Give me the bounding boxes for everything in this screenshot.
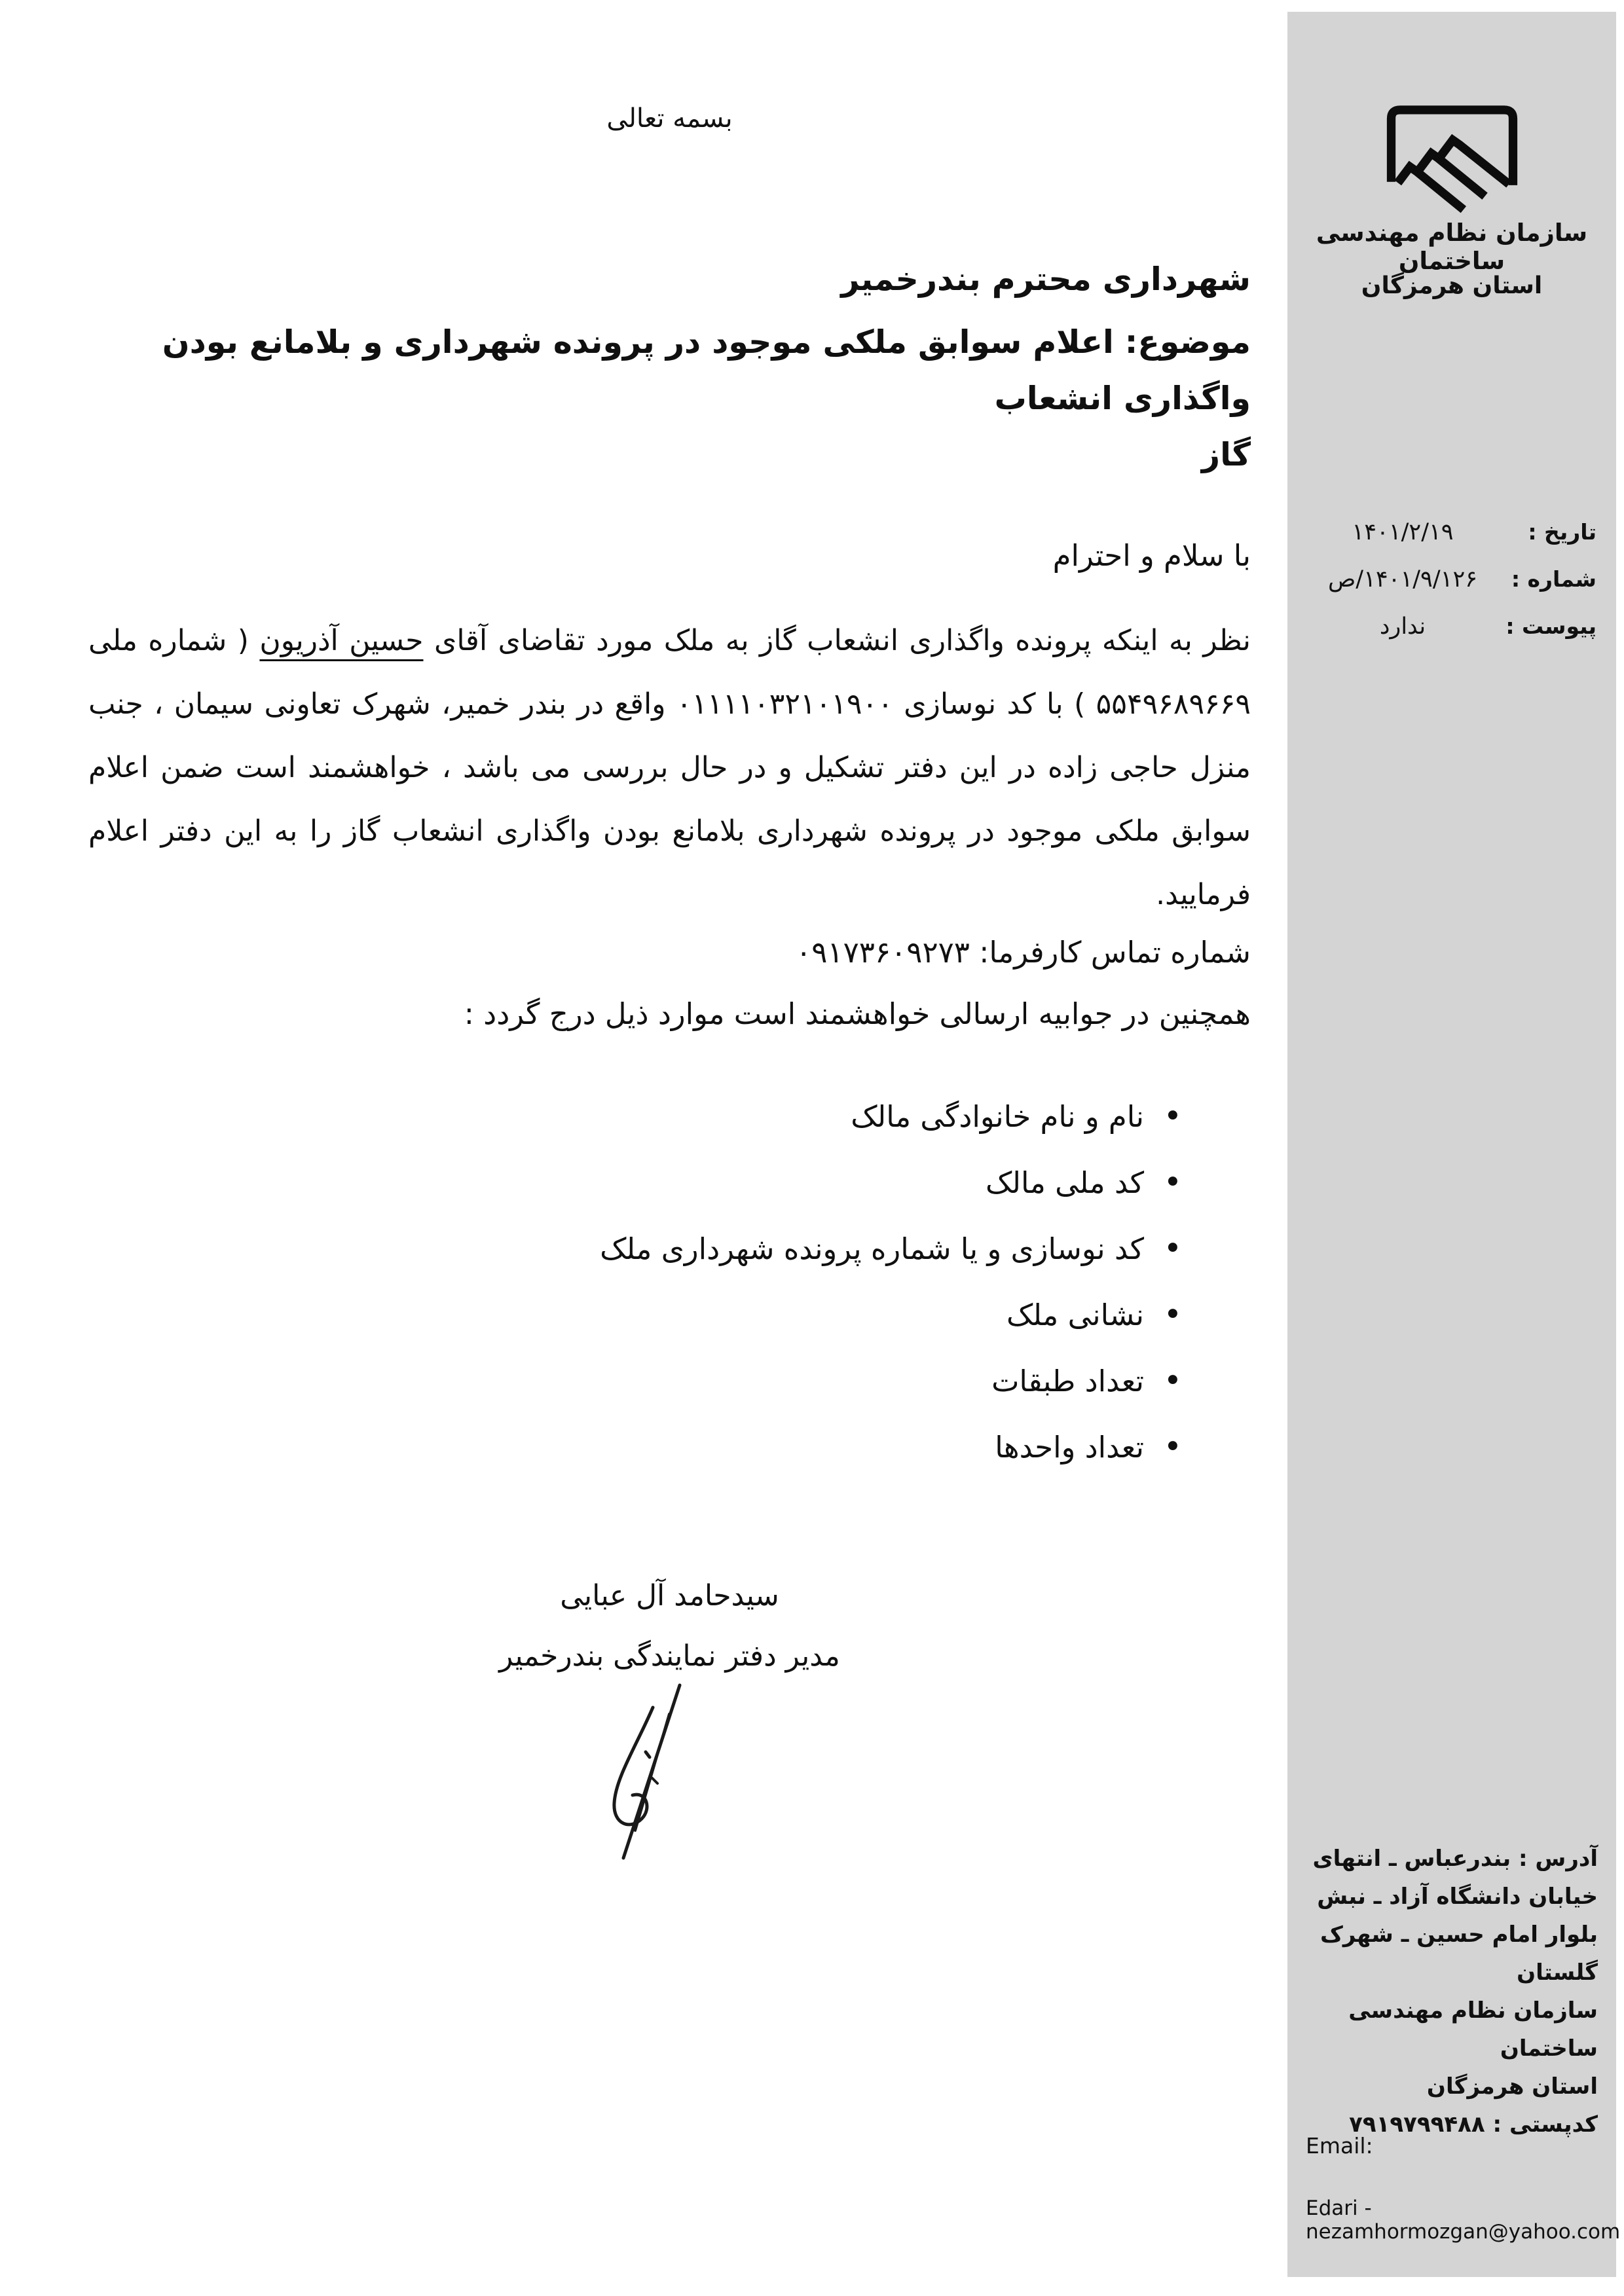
number-label: شماره : xyxy=(1511,566,1596,592)
list-item: • کد نوسازی و یا شماره پرونده شهرداری ملک xyxy=(88,1231,1182,1267)
list-item: • نشانی ملک xyxy=(88,1297,1182,1333)
salutation-line: با سلام و احترام xyxy=(1052,538,1251,573)
signer-name: سیدحامد آل عبایی xyxy=(560,1579,779,1613)
construction-org-emblem-icon xyxy=(1375,96,1529,223)
attachment-label: پیوست : xyxy=(1505,613,1596,639)
date-value: ۱۴۰۱/۲/۱۹ xyxy=(1352,519,1454,545)
requested-items-list xyxy=(88,1099,1251,1495)
email-address: Edari - nezamhormozgan@yahoo.com xyxy=(1306,2196,1621,2244)
address-line-3: بلوار امام حسین ـ شهرک xyxy=(1320,1922,1598,1948)
body-text-part2: ( شماره ملی ۵۵۴۹۶۸۹۶۶۹ ) با کد نوسازی ۰۱۱۱۱۰۳۲۱۰۱۹۰۰ واقع در بندر خمیر، شهرک تعاونی سیمان ، جنب منزل حاجی زاده در این دفتر تشکیل و در حال بررسی می باشد ، خواهشمند است ضمن اعلام سوابق ملکی موجود در پرونده شهرداری بلامانع بودن واگذاری انشعاب گاز را به این دفتر اعلام فرمایید. xyxy=(88,624,1251,911)
attachment-field-row xyxy=(1287,613,1616,640)
subject-continuation: گاز xyxy=(1201,436,1251,473)
footer-org-province: استان هرمزگان xyxy=(1426,2073,1598,2100)
date-label: تاریخ : xyxy=(1528,519,1596,545)
sidebar-org-name: سازمان نظام مهندسی ساختمان xyxy=(1316,219,1588,275)
owner-name-underlined: حسین آذریون xyxy=(259,624,424,657)
number-value: ۱۴۰۱/۹/۱۲۶/ص xyxy=(1327,566,1478,592)
sidebar-panel xyxy=(1287,12,1621,2277)
footer-org-name: سازمان نظام مهندسی ساختمان xyxy=(1348,1997,1598,2062)
handwritten-signature-icon xyxy=(589,1673,707,1863)
sidebar-footer xyxy=(1287,1840,1616,2143)
postal-code-line: کدپستی : ۷۹۱۹۷۹۹۴۸۸ xyxy=(1349,2111,1598,2138)
signature-block xyxy=(88,1576,1251,1676)
bismillah-heading: بسمه تعالی xyxy=(606,103,733,134)
reply-items-intro: همچنین در جوابیه ارسالی خواهشمند است موارد ذیل درج گردد : xyxy=(464,996,1251,1031)
email-label: Email: xyxy=(1306,2133,1373,2159)
list-item: • نام و نام خانوادگی مالک xyxy=(88,1099,1182,1135)
org-logo xyxy=(1287,96,1616,226)
number-field-row xyxy=(1287,566,1616,592)
address-line-4: گلستان xyxy=(1517,1959,1598,1986)
body-paragraph xyxy=(88,609,1251,926)
sidebar-org-province: استان هرمزگان xyxy=(1361,272,1543,299)
signer-title: مدیر دفتر نمایندگی بندرخمیر xyxy=(499,1639,840,1673)
subject-line: موضوع: اعلام سوابق ملکی موجود در پرونده شهرداری و بلامانع بودن واگذاری انشعاب xyxy=(162,323,1251,417)
list-item: • کد ملی مالک xyxy=(88,1165,1182,1201)
body-text-part1: نظر به اینکه پرونده واگذاری انشعاب گاز به ملک مورد تقاضای آقای xyxy=(423,624,1251,657)
list-item: • تعداد واحدها xyxy=(88,1429,1182,1465)
letter-meta-fields xyxy=(1287,519,1616,661)
contact-phone-line: شماره تماس کارفرما: ۰۹۱۷۳۶۰۹۲۷۳ xyxy=(796,935,1251,970)
address-line-1: آدرس : بندرعباس ـ انتهای xyxy=(1312,1846,1598,1872)
date-field-row xyxy=(1287,519,1616,545)
attachment-value: ندارد xyxy=(1379,613,1426,640)
email-block xyxy=(1287,2133,1621,2244)
subject-block xyxy=(88,314,1251,483)
list-item: • تعداد طبقات xyxy=(88,1363,1182,1399)
recipient-line: شهرداری محترم بندرخمیر xyxy=(841,261,1251,298)
address-line-2: خیابان دانشگاه آزاد ـ نبش xyxy=(1317,1884,1598,1910)
